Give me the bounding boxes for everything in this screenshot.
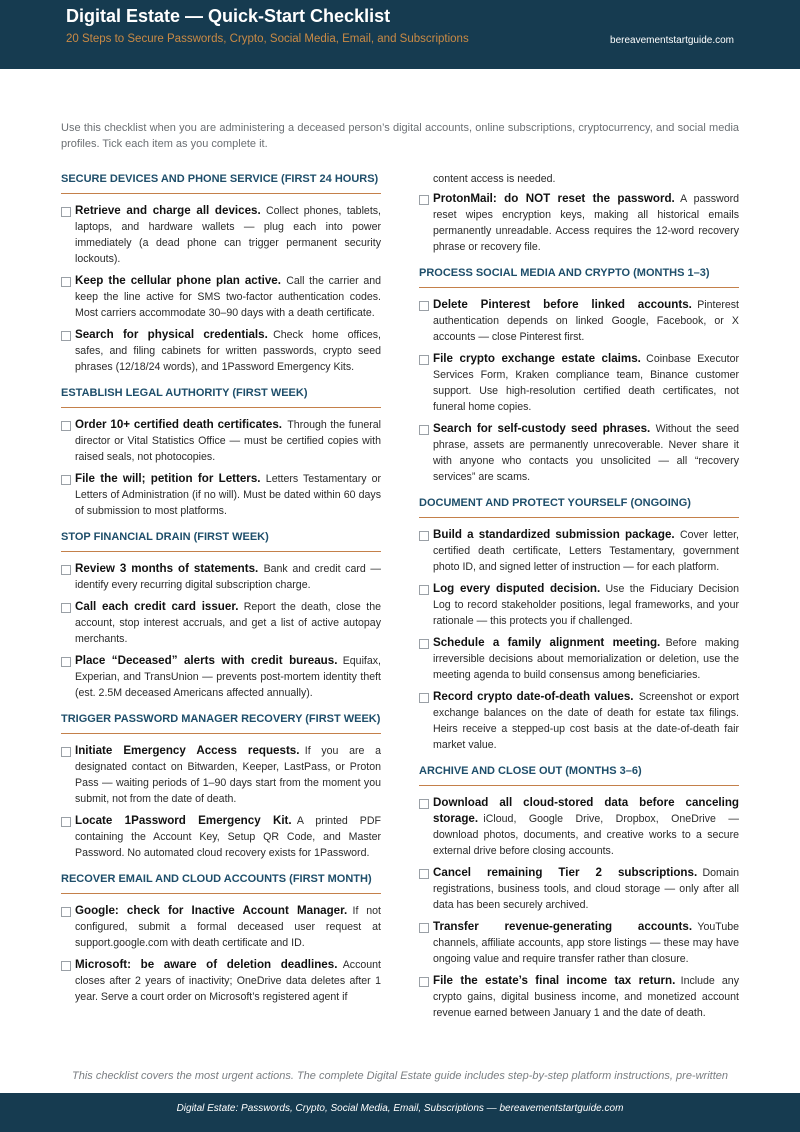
- checkbox[interactable]: [61, 421, 71, 431]
- checklist-section: [61, 871, 381, 1005]
- item-description: Include any crypto gains, digital business income, and monetized account revenue earned between January 1 and the date of death.: [433, 975, 739, 1019]
- item-description: Domain registrations, business tools, and cloud storage — only after all data has been securely archived.: [433, 867, 739, 911]
- checkbox[interactable]: [61, 565, 71, 575]
- checklist-item: [61, 327, 381, 375]
- checklist-item: [61, 561, 381, 593]
- checkbox[interactable]: [61, 817, 71, 827]
- item-title: Review 3 months of statements.: [75, 562, 259, 575]
- section-title: PROCESS SOCIAL MEDIA AND CRYPTO (MONTHS 1–3): [419, 265, 739, 288]
- checkbox[interactable]: [419, 301, 429, 311]
- item-description: Bank and credit card — identify every recurring digital subscription charge.: [75, 563, 381, 591]
- checklist-item: [61, 813, 381, 861]
- checklist-item: [419, 297, 739, 345]
- section-title: SECURE DEVICES AND PHONE SERVICE (FIRST 24 HOURS): [61, 171, 381, 194]
- checkbox[interactable]: [61, 747, 71, 757]
- section-title: DOCUMENT AND PROTECT YOURSELF (ONGOING): [419, 495, 739, 518]
- item-description: YouTube channels, affiliate accounts, app store listings — these may have ongoing value and require transfer rather than closure.: [433, 921, 739, 965]
- checkbox[interactable]: [419, 977, 429, 987]
- checkbox[interactable]: [419, 531, 429, 541]
- item-title: Download all cloud-stored data before canceling storage.: [433, 796, 739, 825]
- item-title: Locate 1Password Emergency Kit.: [75, 814, 292, 827]
- page-header: [0, 0, 800, 69]
- checklist-item: [419, 865, 739, 913]
- item-title: Place “Deceased” alerts with credit bureaus.: [75, 654, 338, 667]
- item-title: Order 10+ certified death certificates.: [75, 418, 283, 431]
- checklist-item: [61, 743, 381, 807]
- checklist-item: [61, 957, 381, 1005]
- checklist-item: [419, 191, 739, 255]
- checkbox[interactable]: [61, 603, 71, 613]
- checkbox[interactable]: [419, 425, 429, 435]
- item-description: Check home offices, safes, and filing cabinets for written passwords, crypto seed phrases (12/18/24 words), and 1Password Emergency Kits.: [75, 329, 381, 373]
- item-description: Coinbase Executor Services Form, Kraken compliance team, Binance customer support. Use high-resolution certified death certificates, not funeral home copies.: [433, 353, 739, 413]
- checkbox[interactable]: [419, 585, 429, 595]
- checklist-item: [419, 351, 739, 415]
- checkbox[interactable]: [61, 907, 71, 917]
- footer-note: This checklist covers the most urgent actions. The complete Digital Estate guide includes step-by-step platform instructions, pre-written: [71, 1070, 728, 1082]
- section-title: TRIGGER PASSWORD MANAGER RECOVERY (FIRST WEEK): [61, 711, 381, 734]
- checklist-item: [419, 973, 739, 1021]
- checklist-item: [61, 471, 381, 519]
- checkbox[interactable]: [61, 475, 71, 485]
- item-title: File crypto exchange estate claims.: [433, 352, 641, 365]
- item-title: File the estate’s final income tax return.: [433, 974, 676, 987]
- item-title: Cancel remaining Tier 2 subscriptions.: [433, 866, 698, 879]
- item-title: Retrieve and charge all devices.: [75, 204, 261, 217]
- item-description: Screenshot or export exchange balances on the date of death for estate tax filings. Heirs receive a stepped-up cost basis at the date-of-death fair market value.: [433, 691, 739, 751]
- checklist-section: [61, 385, 381, 519]
- item-description: Collect phones, tablets, laptops, and hardware wallets — plug each into power immediately (a dead phone can trigger permanent security lockouts).: [75, 205, 382, 265]
- item-description: If you are a designated contact on Bitwarden, Keeper, LastPass, or Proton Pass — waiting periods of 1–90 days start from the moment you submit, not from the date of death.: [75, 745, 381, 805]
- checklist-item: [419, 689, 739, 753]
- checklist-section: [419, 495, 739, 753]
- item-title: Delete Pinterest before linked accounts.: [433, 298, 692, 311]
- item-title: Log every disputed decision.: [433, 582, 601, 595]
- item-title: File the will; petition for Letters.: [75, 472, 261, 485]
- checkbox[interactable]: [419, 923, 429, 933]
- item-description: Use the Fiduciary Decision Log to record stakeholder positions, legal frameworks, and your rationale — this protects you if challenged.: [433, 583, 739, 627]
- checkbox[interactable]: [61, 207, 71, 217]
- checklist-section: [61, 711, 381, 861]
- right-column: [419, 171, 739, 1031]
- checklist-item: [419, 795, 739, 859]
- checklist-item: [419, 421, 739, 485]
- checkbox[interactable]: [419, 799, 429, 809]
- item-title: Initiate Emergency Access requests.: [75, 744, 300, 757]
- checklist-section: [419, 763, 739, 1021]
- intro-text: Use this checklist when you are administering a deceased person’s digital accounts, online subscriptions, cryptocurrency, and social media profiles. Tick each item as you complete it.: [61, 122, 739, 150]
- checkbox[interactable]: [61, 331, 71, 341]
- item-description: Before making irreversible decisions about memorialization or deletion, use the meeting agenda to build consensus among beneficiaries.: [433, 637, 739, 681]
- item-title: Build a standardized submission package.: [433, 528, 675, 541]
- item-description: Letters Testamentary or Letters of Administration (if no will). Must be dated within 60 days of submission to most platforms.: [75, 473, 382, 517]
- item-description: Equifax, Experian, and TransUnion — prevents post-mortem identity theft (est. 2.5M deceased Americans affected annually).: [75, 655, 381, 699]
- item-title: Record crypto date-of-death values.: [433, 690, 634, 703]
- checkbox[interactable]: [419, 195, 429, 205]
- item-description: Report the death, close the account, stop interest accruals, and get a list of active autopay merchants.: [75, 601, 381, 645]
- item-title: Google: check for Inactive Account Manager.: [75, 904, 348, 917]
- item-title: Keep the cellular phone plan active.: [75, 274, 281, 287]
- section-title: RECOVER EMAIL AND CLOUD ACCOUNTS (FIRST MONTH): [61, 871, 381, 894]
- right-sections: [419, 265, 739, 1021]
- footer-text: Digital Estate: Passwords, Crypto, Social Media, Email, Subscriptions — bereavementstartguide.com: [176, 1103, 624, 1114]
- continued-text: content access is needed.: [433, 173, 556, 185]
- continued-items: [419, 191, 739, 255]
- checkbox[interactable]: [419, 355, 429, 365]
- section-title: ARCHIVE AND CLOSE OUT (MONTHS 3–6): [419, 763, 739, 786]
- checkbox[interactable]: [61, 657, 71, 667]
- item-description: Account closes after 2 years of inactivity; OneDrive data deletes after 1 year. Serve a court order on Microsoft’s registered agent if: [75, 959, 381, 1003]
- item-description: iCloud, Google Drive, Dropbox, OneDrive — download photos, documents, and creative works to a secure external drive before closing accounts.: [433, 813, 739, 857]
- checklist-item: [61, 599, 381, 647]
- checklist-item: [61, 203, 381, 267]
- site-url: bereavementstartguide.com: [610, 35, 734, 46]
- item-description: Cover letter, certified death certificate, Letters Testamentary, government photo ID, and signed letter of instruction — for each platform.: [433, 529, 739, 573]
- item-title: Microsoft: be aware of deletion deadlines.: [75, 958, 338, 971]
- checklist-section: [419, 265, 739, 485]
- item-description: Without the seed phrase, assets are permanently unrecoverable. Never share it with anyone who contacts you unsolicited — all “recovery services” are scams.: [433, 423, 740, 483]
- checklist-item: [419, 527, 739, 575]
- checkbox[interactable]: [61, 961, 71, 971]
- item-title: Call each credit card issuer.: [75, 600, 239, 613]
- left-column: [61, 171, 381, 1015]
- checklist-section: [61, 171, 381, 375]
- item-description: Call the carrier and keep the line active for SMS two-factor authentication codes. Most carriers accommodate 30–90 days with a death certificate.: [75, 275, 382, 319]
- checklist-section: [61, 529, 381, 701]
- checklist-item: [419, 919, 739, 967]
- checklist-item: [61, 903, 381, 951]
- item-title: Schedule a family alignment meeting.: [433, 636, 661, 649]
- section-title: STOP FINANCIAL DRAIN (FIRST WEEK): [61, 529, 381, 552]
- page-subtitle: 20 Steps to Secure Passwords, Crypto, Social Media, Email, and Subscriptions: [66, 33, 469, 45]
- checklist-item: [419, 635, 739, 683]
- checkbox[interactable]: [419, 639, 429, 649]
- checklist-item: [61, 417, 381, 465]
- item-title: Transfer revenue-generating accounts.: [433, 920, 693, 933]
- checklist-item: [419, 581, 739, 629]
- item-description: Through the funeral director or Vital Statistics Office — must be certified copies with raised seals, not photocopies.: [75, 419, 382, 463]
- page-title: Digital Estate — Quick-Start Checklist: [66, 6, 391, 26]
- page-footer: [0, 1093, 800, 1132]
- item-description: If not configured, submit a formal deceased user request at support.google.com with death certificate and ID.: [75, 905, 381, 949]
- checklist-item: [61, 273, 381, 321]
- checkbox[interactable]: [419, 693, 429, 703]
- item-description: Pinterest authentication depends on linked Google, Facebook, or X accounts — close Pinterest first.: [433, 299, 739, 343]
- checkbox[interactable]: [61, 277, 71, 287]
- item-description: A printed PDF containing the Account Key, Setup QR Code, and Master Password. No automated cloud recovery exists for 1Password.: [75, 815, 381, 859]
- item-title: Search for physical credentials.: [75, 328, 268, 341]
- item-title: Search for self-custody seed phrases.: [433, 422, 651, 435]
- checkbox[interactable]: [419, 869, 429, 879]
- checklist-item: [61, 653, 381, 701]
- section-title: ESTABLISH LEGAL AUTHORITY (FIRST WEEK): [61, 385, 381, 408]
- item-title: ProtonMail: do NOT reset the password.: [433, 192, 675, 205]
- item-description: A password reset wipes encryption keys, making all historical emails permanently unreadable. Access requires the 12-word recovery phrase or recovery file.: [433, 193, 740, 253]
